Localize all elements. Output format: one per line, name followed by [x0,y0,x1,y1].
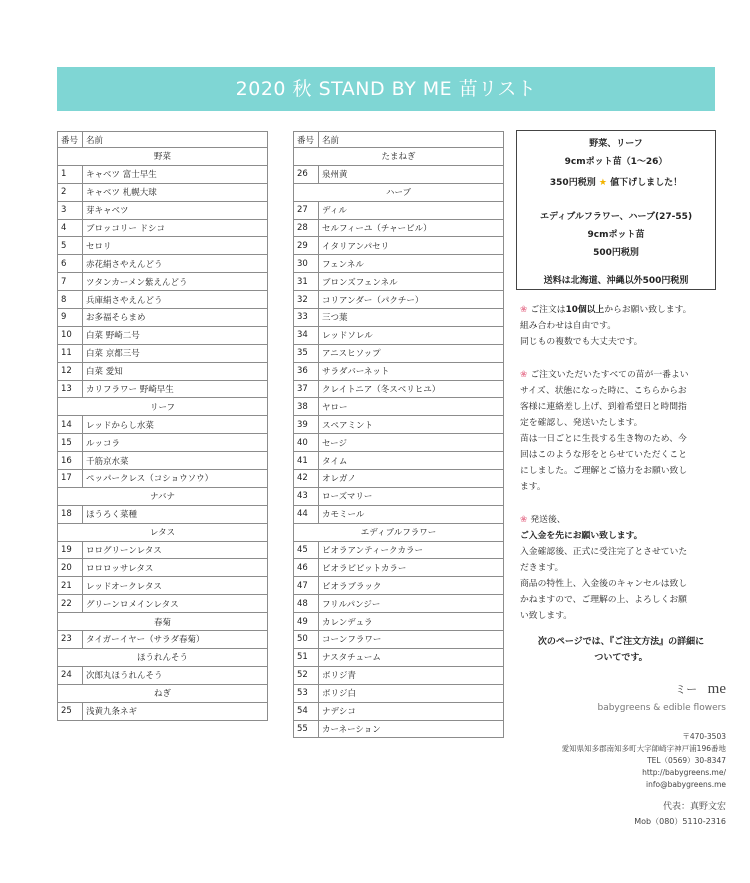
item-name: ロログリーンレタス [83,541,268,559]
item-number: 43 [294,487,319,505]
table-row [58,183,268,201]
item-number: 31 [294,273,319,291]
category-row [294,148,504,166]
seedling-table-left [57,131,268,721]
address: 愛知県知多郡南知多町大字師崎字神戸浦196番地 [561,744,726,753]
table-row [58,380,268,398]
item-number: 45 [294,541,319,559]
item-name: レッドオークレタス [83,577,268,595]
table-row [58,219,268,237]
category-row [58,648,268,666]
item-name: ビオラブラック [319,577,504,595]
table-row [58,362,268,380]
item-name: アニスヒソップ [319,344,504,362]
item-name: ルッコラ [83,434,268,452]
item-name: お多福そらまめ [83,309,268,327]
logo-en: me [707,681,726,697]
item-name: イタリアンパセリ [319,237,504,255]
table-row [58,577,268,595]
shipping-note: 送料は北海道、沖縄以外500円税別 [543,276,689,286]
table-row [294,631,504,649]
table-row [294,291,504,309]
item-number: 26 [294,165,319,183]
note-line: ❀ 発送後、 [520,515,566,525]
payment-note [520,512,720,624]
note-line: ます。 [520,482,546,492]
table-row [294,434,504,452]
header-number: 番号 [58,132,83,148]
item-name: 芽キャベツ [83,201,268,219]
item-name: カレンデュラ [319,613,504,631]
logo [675,681,726,698]
table-row [294,595,504,613]
table-row [294,684,504,702]
table-row [58,416,268,434]
category-row [294,523,504,541]
flower-icon: ❀ [520,370,528,380]
item-name: ボリジ青 [319,666,504,684]
table-row [58,452,268,470]
table-row [294,470,504,488]
table-header-row [294,132,504,148]
discount-note: 値下げしました！ [610,178,683,188]
item-number: 2 [58,183,83,201]
category-label: エディブルフラワー [294,523,504,541]
item-name: レッドソレル [319,326,504,344]
item-name: 白菜 野崎二号 [83,326,268,344]
table-row [294,201,504,219]
item-name: ビオラアンティークカラー [319,541,504,559]
item-name: フェンネル [319,255,504,273]
flower-icon: ❀ [520,305,528,315]
note-line: 入金確認後、正式に受注完了とさせていた [520,547,688,557]
category-label: たまねぎ [294,148,504,166]
table-row [294,720,504,738]
item-number: 33 [294,309,319,327]
item-number: 42 [294,470,319,488]
item-number: 51 [294,648,319,666]
email-link[interactable]: info@babygreens.me [646,780,726,789]
representative: 代表：真野文宏 [662,802,726,812]
item-number: 49 [294,613,319,631]
category-row [58,684,268,702]
table-row [294,380,504,398]
table-row [58,201,268,219]
item-name: セージ [319,434,504,452]
phone: TEL（0569）30-8347 [647,756,726,765]
note-line: 定を確認し、発送いたします。 [520,418,643,428]
table-header-row [58,132,268,148]
item-name: ビオラビビットカラー [319,559,504,577]
combo-note: 組み合わせは自由です。 [520,321,617,331]
item-number: 20 [58,559,83,577]
price-category-vegetables: 野菜、リーフ [589,139,643,149]
table-row [294,362,504,380]
item-name: ナスタチューム [319,648,504,666]
shipping-process-note [520,367,720,495]
postal-code: 〒470-3503 [682,732,726,741]
table-row [58,309,268,327]
table-row [294,702,504,720]
item-number: 30 [294,255,319,273]
note-line: 客様に連絡差し上げ、到着希望日と時間指 [520,402,687,412]
table-row [58,434,268,452]
item-name: カーネーション [319,720,504,738]
table-row [294,487,504,505]
contact-block [562,731,726,791]
item-number: 24 [58,666,83,684]
table-row [58,666,268,684]
table-row [58,702,268,720]
flower-icon: ❀ [520,515,528,525]
item-number: 6 [58,255,83,273]
item-number: 10 [58,326,83,344]
item-name: ヤロー [319,398,504,416]
item-name: サラダバーネット [319,362,504,380]
table-row [294,326,504,344]
item-name: セロリ [83,237,268,255]
price-pot-size-1: 9cmポット苗（1〜26） [564,157,668,167]
item-name: レッドからし水菜 [83,416,268,434]
table-row [294,505,504,523]
item-number: 35 [294,344,319,362]
order-minimum-line: ❀ ご注文は10個以上からお願い致します。 [520,305,692,315]
seedling-table-right [293,131,504,738]
price-500: 500円税別 [593,248,639,258]
item-number: 44 [294,505,319,523]
page-title-banner: 2020 秋 STAND BY ME 苗リスト [57,67,715,111]
table-row [58,344,268,362]
item-number: 52 [294,666,319,684]
table-row [294,541,504,559]
table-row [294,165,504,183]
note-line: だきます。 [520,563,564,573]
category-label: ハーブ [294,183,504,201]
item-number: 37 [294,380,319,398]
item-number: 48 [294,595,319,613]
item-name: グリーンロメインレタス [83,595,268,613]
item-number: 41 [294,452,319,470]
table-row [294,398,504,416]
note-line: 苗は一日ごとに生長する生き物のため、今 [520,434,687,444]
table-row [58,273,268,291]
mobile-number: Mob（080）5110-2316 [634,817,726,826]
item-number: 40 [294,434,319,452]
item-name: 赤花絹さやえんどう [83,255,268,273]
price-pot-size-2: 9cmポット苗 [587,230,645,240]
table-row [58,505,268,523]
item-name: 千筋京水菜 [83,452,268,470]
price-line-discount [517,175,715,188]
item-number: 13 [58,380,83,398]
table-row [294,559,504,577]
item-number: 15 [58,434,83,452]
item-name: カモミール [319,505,504,523]
item-number: 38 [294,398,319,416]
item-name: タイガーイヤー（サラダ春菊） [83,631,268,649]
same-note: 同じもの複数でも大丈夫です。 [520,337,643,347]
item-name: ナデシコ [319,702,504,720]
item-name: 次郎丸ほうれんそう [83,666,268,684]
item-number: 14 [58,416,83,434]
category-label: 野菜 [58,148,268,166]
item-name: キャベツ 札幌大球 [83,183,268,201]
table-row [294,344,504,362]
item-number: 46 [294,559,319,577]
item-name: オレガノ [319,470,504,488]
item-number: 32 [294,291,319,309]
category-row [58,148,268,166]
item-name: 浅黄九条ネギ [83,702,268,720]
item-number: 18 [58,505,83,523]
table-row [294,309,504,327]
table-row [294,219,504,237]
item-name: フリルパンジー [319,595,504,613]
next-page-note [516,634,726,666]
table-row [58,326,268,344]
item-number: 9 [58,309,83,327]
item-name: ペッパークレス（コショウソウ） [83,470,268,488]
note-line: にしました。ご理解とご協力をお願い致し [520,466,688,476]
item-name: ブロンズフェンネル [319,273,504,291]
table-row [58,559,268,577]
table-row [58,541,268,559]
header-name: 名前 [319,132,504,148]
order-minimum-note [520,302,720,350]
category-row [58,613,268,631]
table-row [294,237,504,255]
note-line: 回はこのような形をとらせていただくこと [520,450,687,460]
category-row [58,523,268,541]
category-label: ナバナ [58,487,268,505]
table-row [294,255,504,273]
item-name: カリフラワー 野崎早生 [83,380,268,398]
table-row [294,452,504,470]
price-category-flowers-herbs: エディブルフラワー、ハーブ(27-55) [539,212,693,222]
category-row [58,487,268,505]
item-name: ブロッコリー ドシコ [83,219,268,237]
item-name: ローズマリー [319,487,504,505]
item-number: 54 [294,702,319,720]
table-row [294,273,504,291]
category-row [58,398,268,416]
header-number: 番号 [294,132,319,148]
category-label: ねぎ [58,684,268,702]
item-name: クレイトニア（冬スベリヒユ） [319,380,504,398]
note-line: 商品の特性上、入金後のキャンセルは致し [520,579,688,589]
item-number: 12 [58,362,83,380]
payment-first-line: ご入金を先にお願い致します。 [520,531,643,541]
price-350: 350円税別 [549,178,596,188]
table-row [294,416,504,434]
table-row [294,648,504,666]
item-name: コリアンダー（パクチー） [319,291,504,309]
table-row [58,255,268,273]
item-name: 三つ葉 [319,309,504,327]
table-row [294,613,504,631]
table-row [58,291,268,309]
category-label: リーフ [58,398,268,416]
item-number: 34 [294,326,319,344]
item-number: 23 [58,631,83,649]
item-name: 白菜 京都三号 [83,344,268,362]
item-number: 50 [294,631,319,649]
item-number: 55 [294,720,319,738]
item-number: 5 [58,237,83,255]
item-number: 27 [294,201,319,219]
category-label: レタス [58,523,268,541]
company-name: babygreens & edible flowers [597,703,726,713]
item-number: 1 [58,165,83,183]
item-number: 36 [294,362,319,380]
table-row [58,470,268,488]
item-number: 25 [58,702,83,720]
website-link[interactable]: http://babygreens.me/ [642,768,726,777]
next-page-line-2: ついてです。 [594,653,648,663]
note-line: ❀ ご注文いただいたすべての苗が一番よい [520,370,689,380]
item-name: 泉州黄 [319,165,504,183]
table-row [58,631,268,649]
item-name: タイム [319,452,504,470]
logo-kana: ミー [675,683,698,696]
item-number: 19 [58,541,83,559]
item-number: 28 [294,219,319,237]
item-name: ボリジ白 [319,684,504,702]
item-number: 17 [58,470,83,488]
category-label: 春菊 [58,613,268,631]
item-name: セルフィーユ（チャービル） [319,219,504,237]
item-number: 22 [58,595,83,613]
item-name: 兵庫絹さやえんどう [83,291,268,309]
item-number: 3 [58,201,83,219]
item-number: 47 [294,577,319,595]
next-page-line-1: 次のページでは、『ご注文方法』の詳細に [537,637,705,647]
item-name: キャベツ 富士早生 [83,165,268,183]
price-info-box [516,130,716,290]
item-name: スペアミント [319,416,504,434]
table-row [58,165,268,183]
item-number: 8 [58,291,83,309]
item-number: 16 [58,452,83,470]
category-label: ほうれんそう [58,648,268,666]
item-name: ほうろく菜種 [83,505,268,523]
item-name: 白菜 愛知 [83,362,268,380]
table-row [58,237,268,255]
item-number: 4 [58,219,83,237]
item-number: 7 [58,273,83,291]
item-number: 39 [294,416,319,434]
category-row [294,183,504,201]
note-line: い致します。 [520,611,573,621]
star-icon: ★ [598,178,607,188]
note-line: かねますので、ご理解の上、よろしくお願 [520,595,687,605]
table-row [58,595,268,613]
item-number: 53 [294,684,319,702]
item-number: 29 [294,237,319,255]
table-row [294,666,504,684]
item-name: ロロロッサレタス [83,559,268,577]
header-name: 名前 [83,132,268,148]
item-number: 11 [58,344,83,362]
note-line: サイズ、状態になった時に、こちらからお [520,386,687,396]
item-name: ツタンカーメン紫えんどう [83,273,268,291]
item-name: コーンフラワー [319,631,504,649]
table-row [294,577,504,595]
item-number: 21 [58,577,83,595]
item-name: ディル [319,201,504,219]
